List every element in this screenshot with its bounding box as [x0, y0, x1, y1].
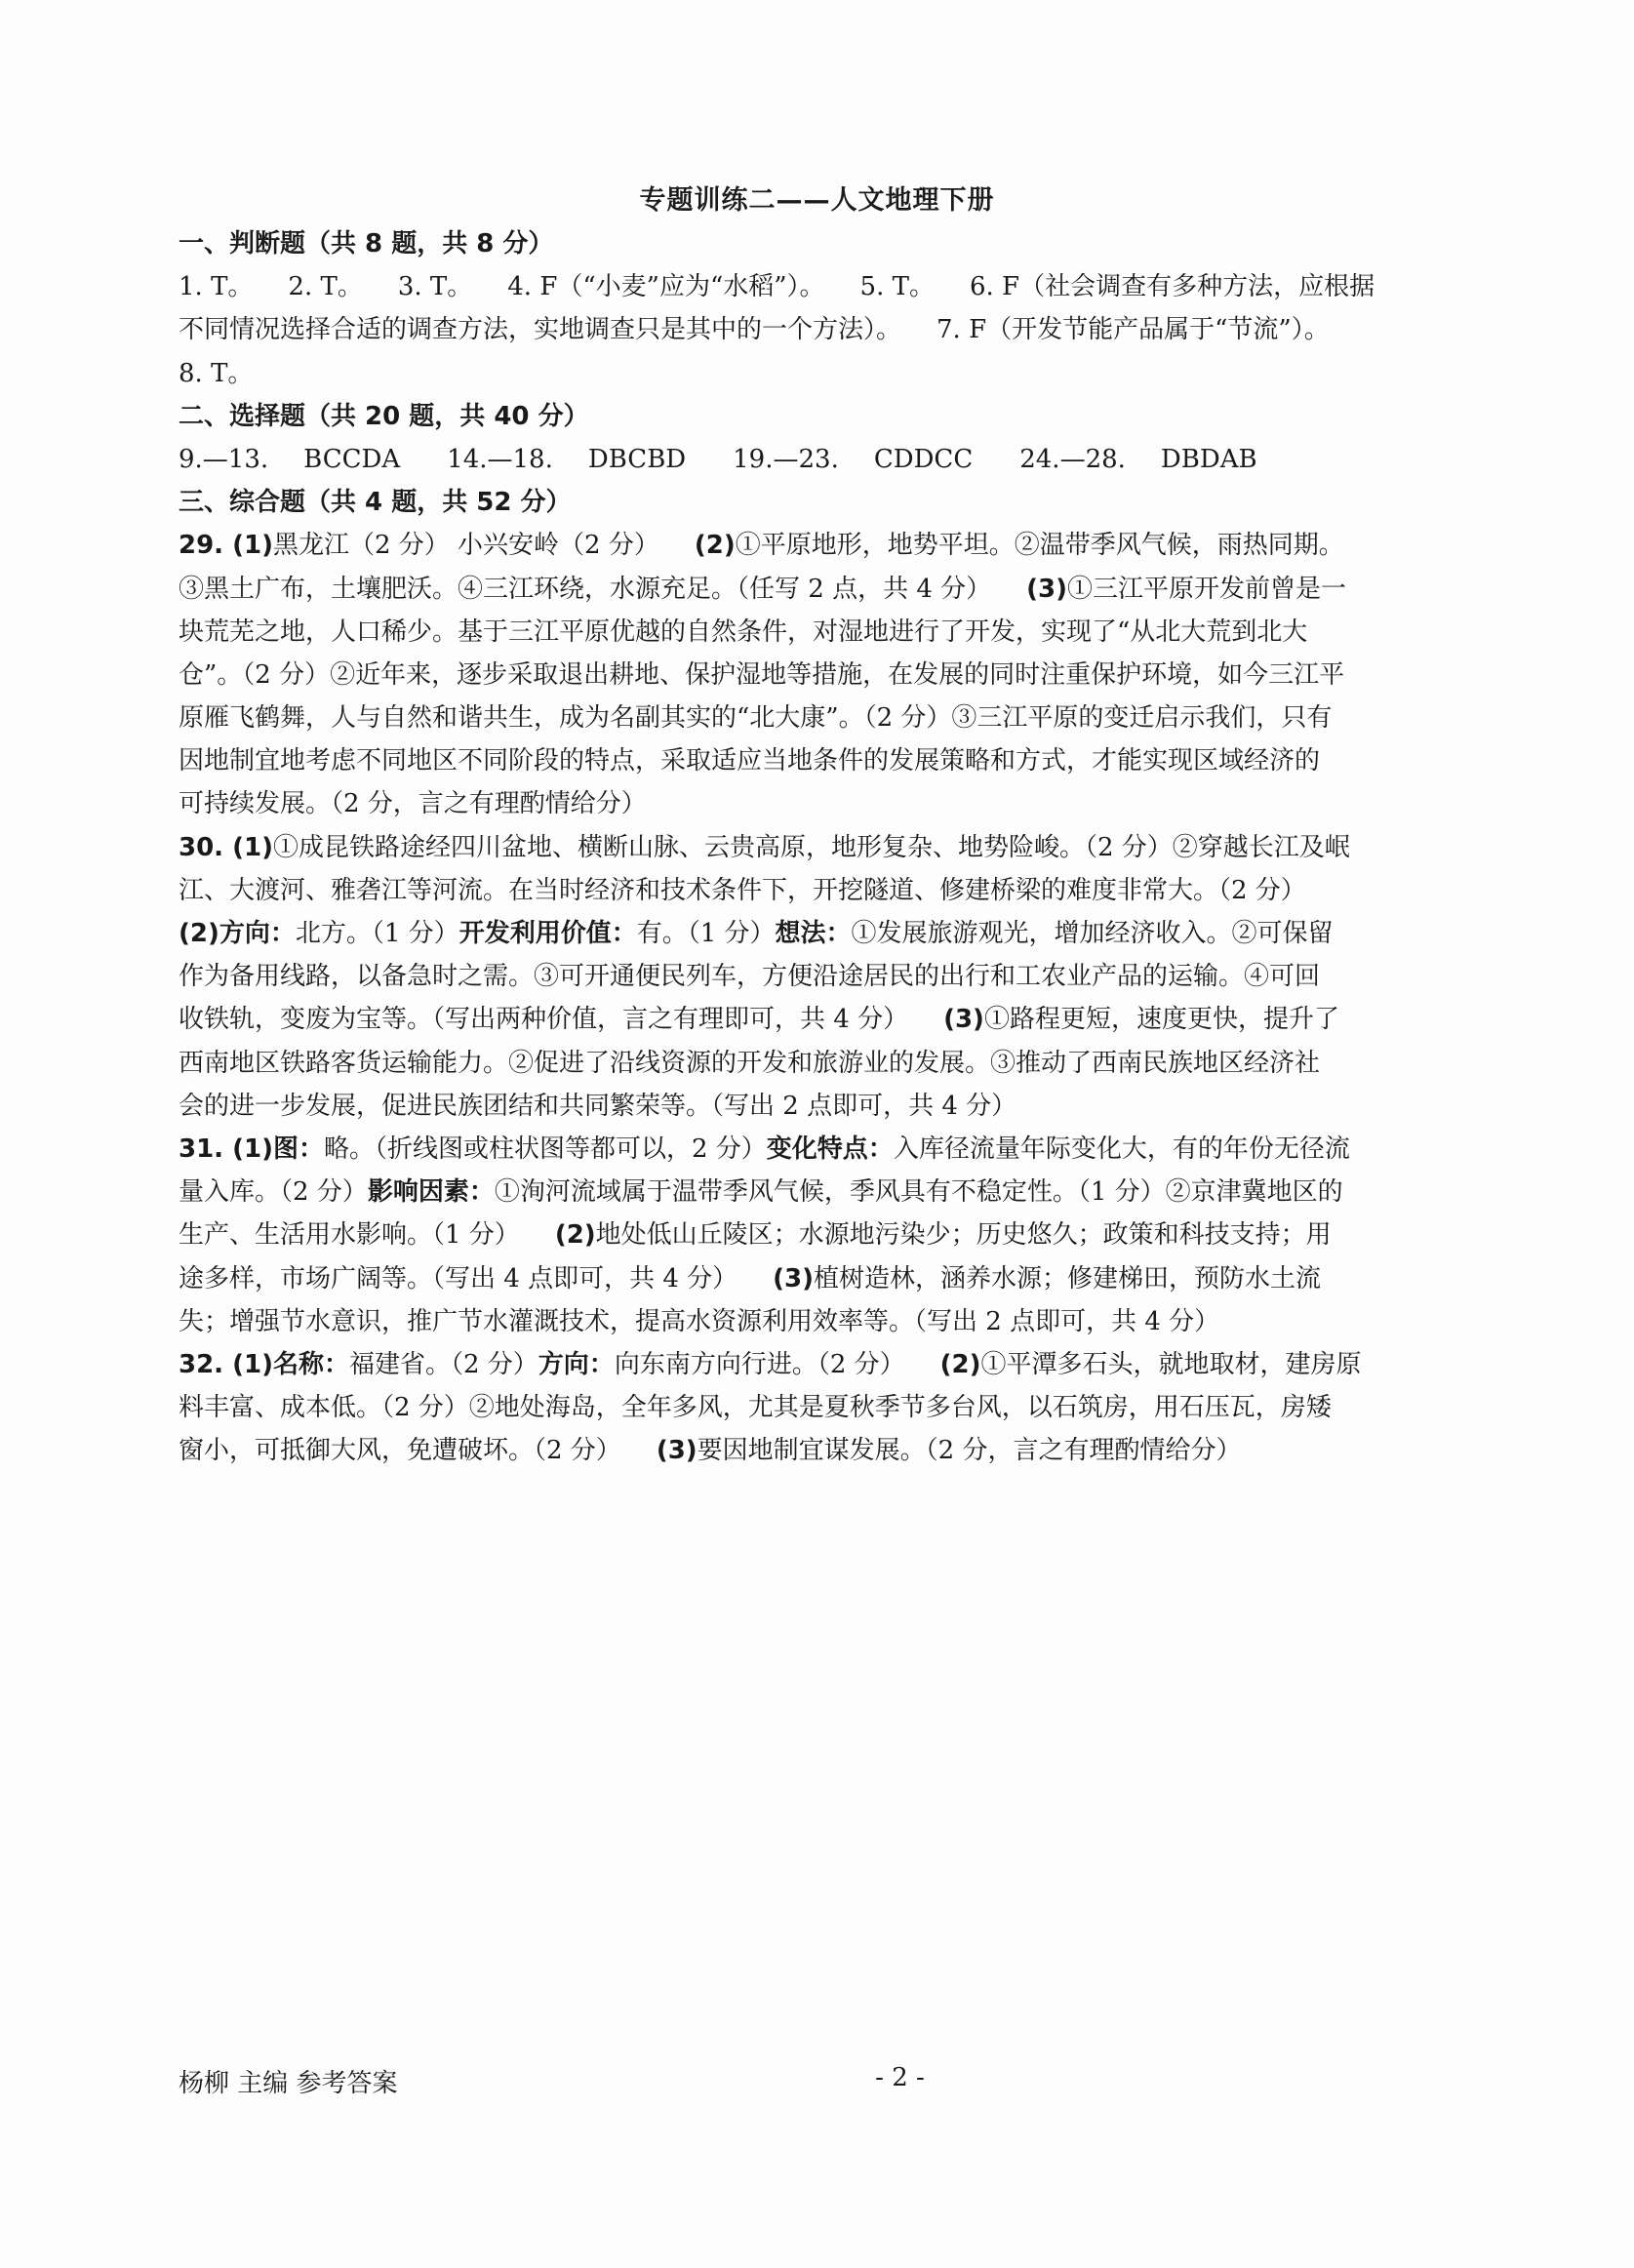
- question-number: 31. (1): [179, 1134, 273, 1164]
- judgment-answer: 5. T。: [859, 272, 935, 302]
- q30-line-5: [179, 998, 1447, 1041]
- question-number: 29. (1): [179, 531, 273, 561]
- q32-line-2: 料丰富、成本低。（2 分）②地处海岛，全年多风，尤其是夏秋季节多台风，以石筑房，用石压瓦，房矮: [179, 1393, 1332, 1423]
- answer-text: 收铁轨，变废为宝等。（写出两种价值，言之有理即可，共 4 分）: [179, 1005, 909, 1035]
- answer-text: 要因地制宜谋发展。（2 分，言之有理酌情给分）: [697, 1436, 1242, 1466]
- answer-label: 方向：: [538, 1349, 615, 1379]
- q30-line-4: 作为备用线路，以备急时之需。③可开通便民列车，方便沿途居民的出行和工农业产品的运输。④可回: [179, 962, 1321, 992]
- answer-label: 开发利用价值：: [458, 919, 637, 948]
- question-number: 32. (1): [179, 1349, 273, 1379]
- choice-range: 19.—23.: [733, 444, 839, 474]
- answer-text: 向东南方向行进。（2 分）: [614, 1349, 905, 1379]
- answer-label: 影响因素：: [367, 1177, 495, 1208]
- q31-line-5: 失；增强节水意识，推广节水灌溉技术，提高水资源利用效率等。（写出 2 点即可，共 4 分）: [179, 1306, 1220, 1336]
- answer-text: ①发展旅游观光，增加经济收入。②可保留: [851, 919, 1334, 948]
- choice-range: 9.—13.: [179, 444, 269, 474]
- answer-text: 生产、生活用水影响。（1 分）: [179, 1220, 520, 1251]
- choice-value: DBDAB: [1160, 444, 1257, 474]
- answer-label: 想法：: [775, 919, 852, 948]
- q31-line-4: [179, 1257, 1447, 1300]
- judgment-answer: 6. F（社会调查有多种方法，应根据: [969, 272, 1375, 302]
- q31-line-1: [179, 1128, 1447, 1171]
- answer-text: ③黑土广布，土壤肥沃。④三江环绕，水源充足。（任写 2 点，共 4 分）: [179, 574, 992, 604]
- judgment-answer: 4. F（“小麦”应为“水稻”）。: [507, 272, 825, 302]
- answer-text: 植树造林，涵养水源；修建梯田，预防水土流: [814, 1263, 1322, 1293]
- answer-label: 名称：: [272, 1349, 349, 1379]
- answer-text: 福建省。（2 分）: [348, 1349, 538, 1379]
- q29-line-7: 可持续发展。（2 分，言之有理酌情给分）: [179, 789, 647, 819]
- q29-line-6: 因地制宜地考虑不同地区不同阶段的特点，采取适应当地条件的发展策略和方式，才能实现区域经济的: [179, 746, 1321, 776]
- answer-text: ①成昆铁路途经四川盆地、横断山脉、云贵高原，地形复杂、地势险峻。（2 分）②穿越长江及岷: [272, 832, 1350, 862]
- q29-line-4: 仓”。（2 分）②近年来，逐步采取退出耕地、保护湿地等措施，在发展的同时注重保护环境，如今三江平: [179, 659, 1345, 690]
- judgment-line-1: [179, 265, 1447, 308]
- judgment-line-3: 8. T。: [179, 358, 254, 388]
- q32-line-1: [179, 1343, 1447, 1386]
- q31-line-3: [179, 1214, 1447, 1256]
- footer-editor: 杨柳 主编 参考答案: [179, 2069, 398, 2098]
- page-title: 专题训练二——人文地理下册: [639, 185, 995, 216]
- judgment-text: 不同情况选择合适的调查方法，实地调查只是其中的一个方法）。: [179, 315, 902, 345]
- answer-text: 黑龙江（2 分） 小兴安岭（2 分）: [272, 531, 659, 561]
- section-heading-comprehensive: 三、综合题（共 4 题，共 52 分）: [179, 488, 572, 518]
- choice-answers-line: [179, 438, 1447, 481]
- q29-line-3: 块荒芜之地，人口稀少。基于三江平原优越的自然条件，对湿地进行了开发，实现了“从北大荒到北大: [179, 617, 1308, 647]
- q29-line-1: [179, 524, 1447, 567]
- q30-line-6: 西南地区铁路客货运输能力。②促进了沿线资源的开发和旅游业的发展。③推动了西南民族地区经济社: [179, 1048, 1321, 1078]
- q30-line-3: [179, 912, 1447, 955]
- choice-value: BCCDA: [303, 444, 401, 474]
- answer-text: ①平潭多石头，就地取材，建房原: [980, 1349, 1362, 1379]
- sub-question-number: (2): [554, 1220, 596, 1251]
- answer-label: 图：: [272, 1134, 324, 1164]
- choice-value: DBCBD: [587, 444, 687, 474]
- answer-text: ①洵河流域属于温带季风气候，季风具有不稳定性。（1 分）②京津冀地区的: [494, 1177, 1343, 1208]
- judgment-answer: 2. T。: [288, 272, 363, 302]
- judgment-answer: 7. F（开发节能产品属于“节流”）。: [937, 315, 1330, 345]
- answer-text: 有。（1 分）: [636, 919, 776, 948]
- sub-question-number: (2): [694, 531, 736, 561]
- answer-text: ①平原地形，地势平坦。②温带季风气候，雨热同期。: [735, 531, 1344, 561]
- section-heading-choice: 二、选择题（共 20 题，共 40 分）: [179, 401, 589, 431]
- answer-label: 方向：: [219, 919, 296, 948]
- sub-question-number: (3): [943, 1005, 984, 1035]
- answer-text: 北方。（1 分）: [295, 919, 459, 948]
- sub-question-number: (3): [656, 1436, 697, 1466]
- choice-range: 14.—18.: [447, 444, 553, 474]
- answer-text: ①路程更短，速度更快，提升了: [983, 1005, 1339, 1035]
- sub-question-number: (3): [773, 1263, 815, 1293]
- page-number: - 2 -: [875, 2063, 925, 2092]
- answer-text: 途多样，市场广阔等。（写出 4 点即可，共 4 分）: [179, 1263, 738, 1293]
- answer-text: 地处低山丘陵区；水源地污染少；历史悠久；政策和科技支持；用: [595, 1220, 1332, 1251]
- sub-question-number: (3): [1026, 574, 1068, 604]
- section-heading-judgment: 一、判断题（共 8 题，共 8 分）: [179, 229, 554, 259]
- q30-line-1: [179, 826, 1447, 869]
- answer-content: [179, 222, 1447, 1472]
- q30-line-7: 会的进一步发展，促进民族团结和共同繁荣等。（写出 2 点即可，共 4 分）: [179, 1091, 1017, 1121]
- choice-range: 24.—28.: [1019, 444, 1126, 474]
- q32-line-3: [179, 1429, 1447, 1472]
- q29-line-5: 原雁飞鹤舞，人与自然和谐共生，成为名副其实的“北大康”。（2 分）③三江平原的变迁启示我们，只有: [179, 703, 1333, 734]
- q30-line-2: 江、大渡河、雅砻江等河流。在当时经济和技术条件下，开挖隧道、修建桥梁的难度非常大。（2 分）: [179, 875, 1306, 905]
- judgment-answer: 1. T。: [179, 272, 254, 302]
- q31-line-2: [179, 1171, 1447, 1214]
- answer-text: 窗小，可抵御大风，免遭破坏。（2 分）: [179, 1436, 621, 1466]
- q29-line-2: [179, 568, 1447, 611]
- choice-value: CDDCC: [873, 444, 974, 474]
- sub-question-number: (2): [179, 919, 219, 948]
- judgment-line-2: [179, 308, 1447, 351]
- answer-label: 变化特点：: [766, 1134, 894, 1164]
- judgment-answer: 3. T。: [397, 272, 473, 302]
- answer-text: 量入库。（2 分）: [179, 1177, 368, 1208]
- answer-text: 入库径流量年际变化大，有的年份无径流: [893, 1134, 1350, 1164]
- answer-text: 略。（折线图或柱状图等都可以，2 分）: [323, 1134, 767, 1164]
- answer-text: ①三江平原开发前曾是一: [1067, 574, 1347, 604]
- sub-question-number: (2): [939, 1349, 981, 1379]
- question-number: 30. (1): [179, 832, 273, 862]
